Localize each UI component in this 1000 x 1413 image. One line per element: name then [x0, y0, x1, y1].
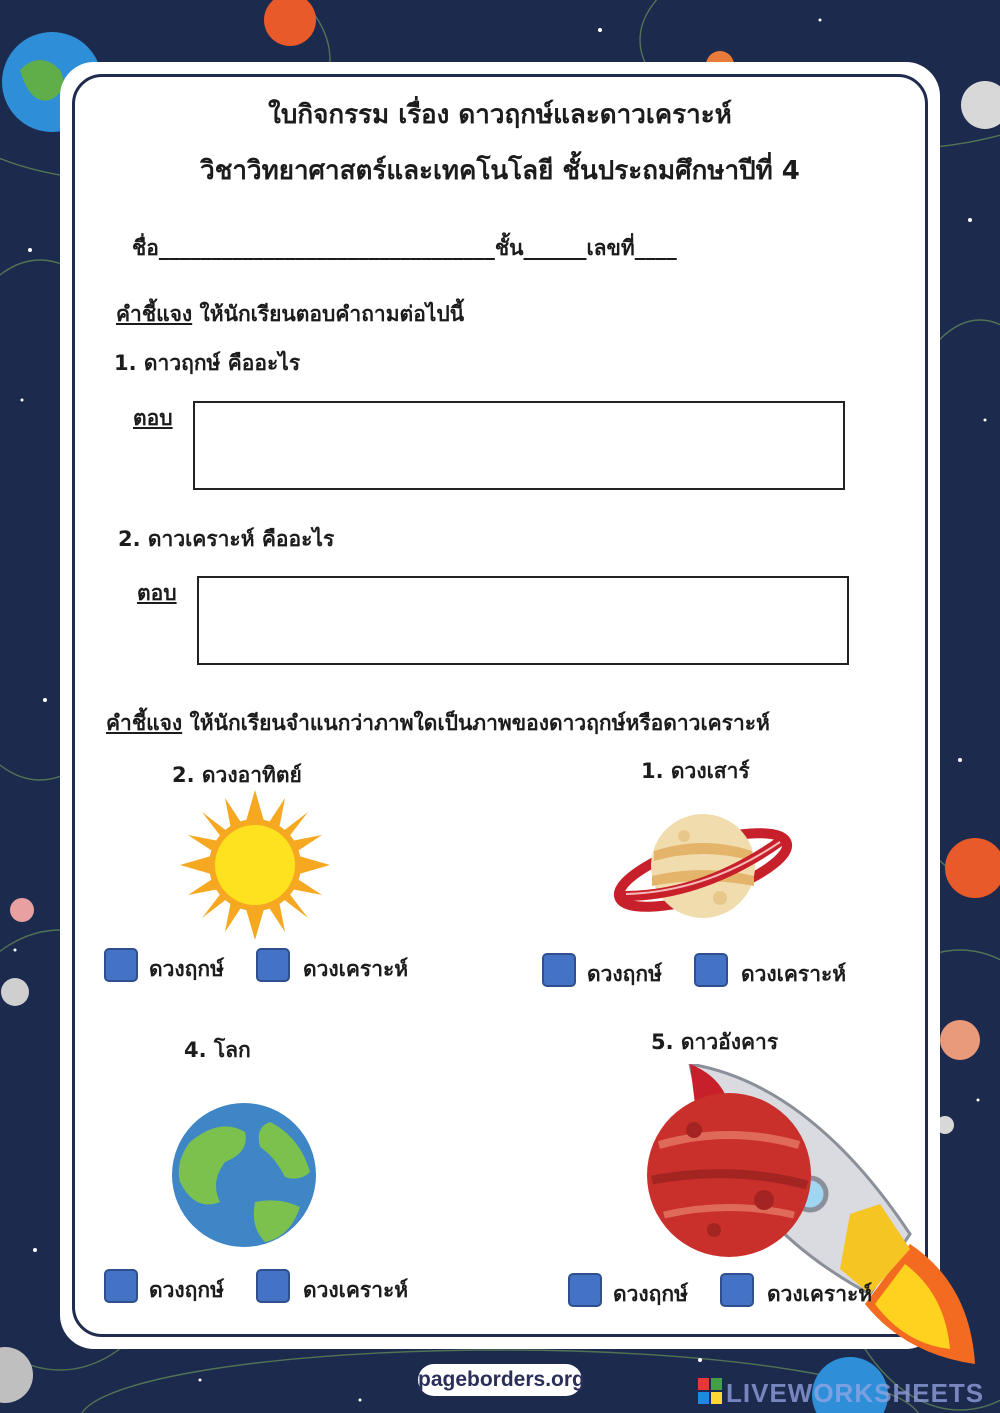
liveworksheets-watermark [698, 1378, 984, 1408]
saturn-star-checkbox[interactable] [542, 953, 576, 987]
answer-1-box[interactable] [193, 401, 845, 490]
worksheet-title: ใบกิจกรรม เรื่อง ดาวฤกษ์และดาวเคราะห์ [268, 100, 732, 130]
instruction-1 [116, 298, 464, 331]
item-mars-label: 5. ดาวอังคาร [651, 1030, 779, 1054]
instruction-1-text: ให้นักเรียนตอบคำถามต่อไปนี้ [192, 302, 465, 326]
instruction-1-label: คำชี้แจง [116, 302, 193, 326]
saturn-icon [612, 806, 794, 930]
earth-star-checkbox[interactable] [104, 1269, 138, 1303]
mars-icon [644, 1090, 814, 1260]
earth-icon [170, 1102, 318, 1248]
saturn-star-option: ดวงฤกษ์ [587, 962, 662, 986]
worksheet-subtitle: วิชาวิทยาศาสตร์และเทคโนโลยี ชั้นประถมศึกษาปีที่ 4 [200, 156, 800, 186]
instruction-2-text: ให้นักเรียนจำแนกว่าภาพใดเป็นภาพของดาวฤกษ์หรือดาวเคราะห์ [182, 711, 770, 735]
sun-icon [180, 790, 330, 940]
earth-planet-option: ดวงเคราะห์ [303, 1278, 409, 1302]
mars-star-checkbox[interactable] [568, 1273, 602, 1307]
pageborders-logo[interactable]: pageborders.org [418, 1364, 582, 1396]
sun-star-option: ดวงฤกษ์ [149, 957, 224, 981]
answer-1-label: ตอบ [133, 406, 173, 430]
earth-planet-checkbox[interactable] [256, 1269, 290, 1303]
earth-star-option: ดวงฤกษ์ [149, 1278, 224, 1302]
item-sun-label: 2. ดวงอาทิตย์ [172, 763, 302, 787]
sun-planet-option: ดวงเคราะห์ [303, 957, 409, 981]
student-info-line[interactable]: ชื่อ________________________________ชั้น______เลขที่____ [132, 236, 677, 260]
liveworksheets-text: LIVEWORKSHEETS [726, 1378, 985, 1408]
answer-2-box[interactable] [197, 576, 849, 665]
mars-planet-checkbox[interactable] [720, 1273, 754, 1307]
answer-2-label: ตอบ [137, 581, 177, 605]
saturn-planet-checkbox[interactable] [694, 953, 728, 987]
mars-planet-option: ดวงเคราะห์ [767, 1282, 873, 1306]
question-1: 1. ดาวฤกษ์ คืออะไร [114, 351, 301, 375]
mars-star-option: ดวงฤกษ์ [613, 1282, 688, 1306]
item-saturn-label: 1. ดวงเสาร์ [641, 759, 750, 783]
item-earth-label: 4. โลก [184, 1038, 251, 1062]
instruction-2 [106, 707, 770, 740]
instruction-2-label: คำชี้แจง [106, 711, 183, 735]
sun-star-checkbox[interactable] [104, 948, 138, 982]
question-2: 2. ดาวเคราะห์ คืออะไร [118, 527, 335, 551]
liveworksheets-badge-icon [698, 1378, 722, 1404]
sun-planet-checkbox[interactable] [256, 948, 290, 982]
saturn-planet-option: ดวงเคราะห์ [741, 962, 847, 986]
